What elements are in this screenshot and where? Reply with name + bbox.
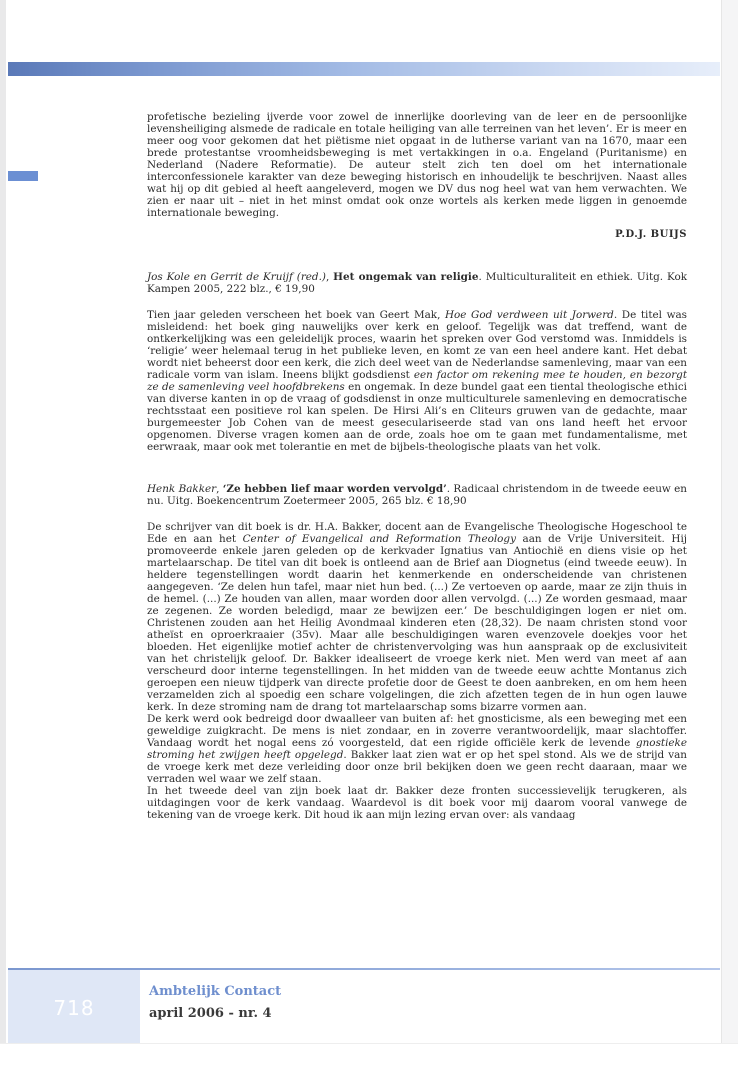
review-2-book-title: Hoe God verdween uit Jorwerd xyxy=(444,309,614,321)
review-2-emphasis: een factor om rekening mee te houden, en bezorgt ze de samenleving veel hoofdbrekens xyxy=(147,369,687,393)
review-3-p1-part-a: De schrijver van dit boek is dr. H.A. Bakker, docent aan de Evangelische Theologische Hogeschool te Ede en aan het xyxy=(147,521,687,545)
review-3-paragraph-2 xyxy=(147,713,687,785)
review-3-p1-part-b: aan de Vrije Universiteit. Hij promoveerde enkele jaren geleden op de kerkvader Ignatius van Antiochië en diens visie op het martelaarschap. De titel van dit boek is ontleend aan de Brief aan Diognetus (eind tweede eeuw). In heldere tegenstellingen wordt daarin het kenmerkende en onderscheidende van christenen aangegeven. ‘Ze delen hun tafel, maar niet hun bed. (...) Ze vertoeven op aarde, maar ze zijn thuis in de hemel. (...) Ze houden van allen, maar worden door allen vervolgd. (...) Ze worden gesmaad, maar ze zegenen. Ze worden beledigd, maar ze bewijzen eer.’ De beschuldigingen logen er niet om. Christenen zouden aan het Heilig Avondmaal kinderen eten (28,32). De naam christen stond voor atheïst en oproerkraaier (35v). Maar alle beschuldigingen waren evenzovele doekjes voor het bloeden. Het eigenlijke motief achter de christenvervolging was hun aanspraak op de exclusiviteit van het christelijk geloof. Dr. Bakker idealiseert de vroege kerk niet. Men werd van meet af aan verscheurd door interne tegenstellingen. In het midden van de tweede eeuw achtte Montanus zich geroepen een nieuw tijdperk van directe profetie door de Geest te doen aanbreken, en om hem heen verzamelden zich al spoedig een schare volgelingen, die zich afzetten tegen de in hun ogen lauwe kerk. In deze stroming nam de drang tot martelaarschap soms bizarre vormen aan. xyxy=(147,533,687,713)
review-2-body-part-3: en ongemak. In deze bundel gaat een tiental theologische ethici van diverse kanten in op de vraag of godsdienst in onze multiculturele samenleving en democratische rechtsstaat een positieve rol kan spelen. De Hirsi Ali’s en Cliteurs gruwen van de gedachte, maar burgemeester Job Cohen van de meest geseculariseerde stad van ons land heeft het ervoor opgenomen. Diverse vragen komen aan de orde, zoals hoe om te gaan met fundamentalisme, met eerwraak, maar ook met tolerantie en met de bijbels-theologische plaats van het volk. xyxy=(147,381,688,453)
review-3-reference xyxy=(147,483,687,507)
review-2-body-part-2: . De titel was misleidend: het boek ging nauwelijks over kerk en geloof. Tegelijk was dat treffend, want de ontkerkelijking was een geleidelijk proces, waarin het spreken over God verstomd was. Inmiddels is ‘religie’ weer helemaal terug in het publieke leven, en komt ze van een heel andere kant. Het debat wordt niet beheerst door een kerk, die zich deel weet van de Nederlandse samenleving, maar van een radicale vorm van islam. Ineens blijkt godsdienst xyxy=(147,309,687,381)
review-1-text: profetische bezieling ijverde voor zowel de innerlijke doorleving van de leer en de persoonlijke levensheiliging alsmede de radicale en totale heiliging van alle terreinen van het leven’. Er is meer en meer oog voor gekomen dat het piëtisme niet opgaat in de lutherse variant van na 1670, maar een brede protestantse vroomheidsbeweging is met vertakkingen in o.a. Engeland (Puritanisme) en Nederland (Nadere Reformatie). De auteur stelt zich ten doel om het internationale interconfessionele karakter van deze beweging historisch en inhoudelijk te beschrijven. Naast alles wat hij op dit gebied al heeft aangeleverd, mogen we DV dus nog heel wat van hem verwachten. We zien er naar uit – niet in het minst omdat ook onze wortels als kerken mede liggen in genoemde internationale beweging. xyxy=(147,111,687,219)
review-3-author: Henk Bakker xyxy=(147,483,217,495)
review-2-title: Het ongemak van religie xyxy=(333,271,479,283)
page-number: 718 xyxy=(53,996,95,1020)
review-3-institution: Center of Evangelical and Reformation Theology xyxy=(242,533,516,545)
journal-title: Ambtelijk Contact xyxy=(149,984,282,999)
review-3-p2-part-b: . Bakker laat zien wat er op het spel stond. Als we de strijd van de vroege kerk met deze verleiding door onze bril bekijken doen we geen recht daaraan, maar we verraden wel waar we zelf staan. xyxy=(147,749,687,785)
side-marker-tab xyxy=(8,171,38,181)
review-2-reference xyxy=(147,271,687,295)
review-2-body xyxy=(147,309,687,453)
review-1-signature: P.D.J. BUIJS xyxy=(615,229,687,240)
review-3-sep: , xyxy=(216,483,223,495)
review-3-paragraph-3: In het tweede deel van zijn boek laat dr. Bakker deze fronten successievelijk terugkeren, als uitdagingen voor de kerk vandaag. Waardevol is dit boek voor mij daarom vooral vanwege de tekening van de vroege kerk. Dit houd ik aan mijn lezing ervan over: als vandaag xyxy=(147,785,687,821)
review-2-details: . Multiculturaliteit en ethiek. Uitg. Kok Kampen 2005, 222 blz., € 19,90 xyxy=(147,271,688,295)
review-3-p2-emphasis: gnostieke stroming het zwijgen heeft opgelegd xyxy=(147,737,687,761)
journal-issue: april 2006 - nr. 4 xyxy=(149,1006,272,1021)
scan-bottom-edge xyxy=(0,1043,738,1068)
review-3-p2-part-a: De kerk werd ook bedreigd door dwaalleer van buiten af: het gnosticisme, als een beweging met een geweldige zuigkracht. De mens is niet zondaar, en in zoverre verantwoordelijk, maar slachtoffer. Vandaag wordt het nogal eens zó voorgesteld, dat een rigide officiële kerk de levende xyxy=(147,713,687,749)
review-3-paragraph-1 xyxy=(147,521,687,713)
review-3-title: ‘Ze hebben lief maar worden vervolgd’ xyxy=(222,483,447,495)
review-2-authors: Jos Kole en Gerrit de Kruijf (red.) xyxy=(147,271,326,283)
scan-left-edge xyxy=(0,0,6,1068)
header-color-band xyxy=(8,62,720,76)
review-2-body-part-1: Tien jaar geleden verscheen het boek van Geert Mak, xyxy=(147,309,445,321)
scan-right-edge xyxy=(721,0,738,1068)
review-2-sep: , xyxy=(325,271,334,283)
article-column xyxy=(147,111,687,821)
review-3-details: . Radicaal christendom in de tweede eeuw en nu. Uitg. Boekencentrum Zoetermeer 2005, 265 blz. € 18,90 xyxy=(147,483,688,507)
